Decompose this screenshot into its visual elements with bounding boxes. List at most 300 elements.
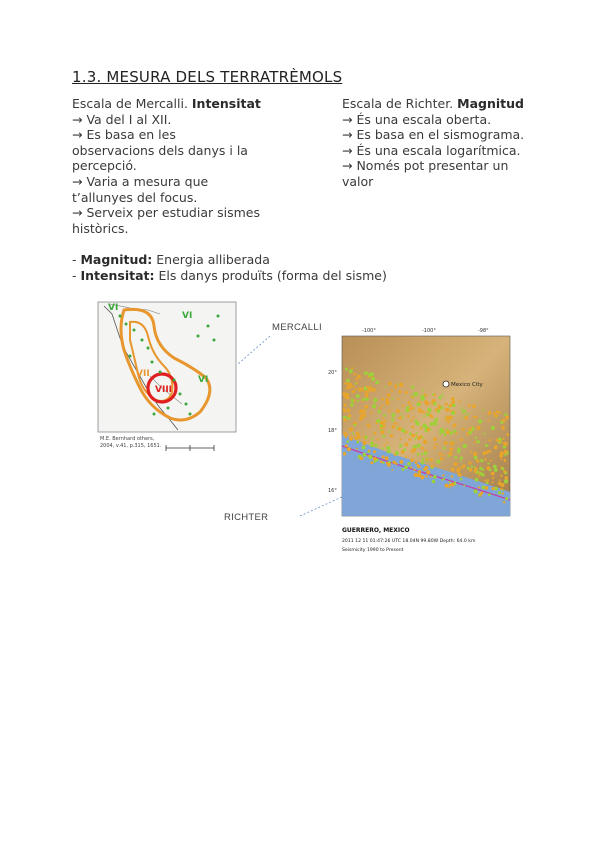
quake-point <box>427 411 429 413</box>
quake-point <box>386 442 388 444</box>
quake-point <box>433 437 437 441</box>
zone-label: VIII <box>155 385 173 395</box>
quake-point <box>451 400 455 404</box>
lon-tick: -100° <box>362 328 376 334</box>
lat-tick: 20° <box>328 370 337 376</box>
quake-point <box>501 426 504 429</box>
quake-point <box>355 383 357 385</box>
quake-point <box>347 447 351 451</box>
quake-point <box>461 438 464 441</box>
quake-point <box>424 451 428 455</box>
quake-point <box>382 435 385 438</box>
quake-point <box>502 438 504 440</box>
quake-point <box>429 414 432 417</box>
zone-label: VI <box>108 303 119 313</box>
quake-point <box>490 460 492 462</box>
quake-point <box>502 492 504 494</box>
quake-point <box>370 441 374 445</box>
quake-point <box>500 475 502 477</box>
quake-point <box>422 389 424 391</box>
quake-point <box>443 447 446 450</box>
quake-point <box>438 405 441 408</box>
mercalli-line: històrics. <box>72 220 129 236</box>
quake-point <box>440 428 444 432</box>
quake-point <box>407 415 410 418</box>
quake-point <box>422 411 425 414</box>
definition-text: Els danys produïts (forma del sisme) <box>154 268 387 283</box>
quake-point <box>427 408 431 412</box>
quake-point <box>434 422 438 426</box>
quake-point <box>411 450 414 453</box>
quake-point <box>362 398 365 401</box>
quake-point <box>369 387 373 391</box>
mercalli-line: observacions dels danys i la <box>72 142 248 158</box>
quake-point <box>391 469 393 471</box>
richter-line: valor <box>342 173 374 189</box>
quake-point <box>355 388 357 390</box>
definition-text: Energia alliberada <box>152 252 270 267</box>
quake-point <box>437 444 439 446</box>
quake-point <box>451 483 455 487</box>
quake-point <box>473 416 475 418</box>
definition-intensitat <box>72 268 387 284</box>
quake-point <box>362 446 366 450</box>
quake-point <box>350 403 354 407</box>
quake-point <box>446 416 450 420</box>
quake-point <box>371 438 373 440</box>
quake-point <box>408 438 411 441</box>
quake-point <box>485 486 489 490</box>
quake-point <box>458 401 460 403</box>
quake-point <box>460 478 463 481</box>
quake-point <box>432 480 435 483</box>
quake-point <box>399 416 402 419</box>
definition-magnitud <box>72 252 387 268</box>
zone-label: VII <box>136 369 150 379</box>
quake-point <box>484 458 487 461</box>
quake-point <box>494 414 497 417</box>
quake-point <box>355 378 357 380</box>
mercalli-line: → Serveix per estudiar sismes <box>72 205 260 221</box>
quake-point <box>504 450 508 454</box>
quake-point <box>457 472 459 474</box>
quake-point <box>412 426 415 429</box>
quake-point <box>496 439 499 442</box>
map-credit: 2004, v.41, p.315, 1651. <box>100 443 162 449</box>
quake-point <box>449 486 451 488</box>
quake-point <box>416 432 418 434</box>
quake-point <box>487 420 489 422</box>
quake-point <box>460 456 463 459</box>
quake-point <box>383 445 385 447</box>
quake-point <box>488 493 491 496</box>
quake-point <box>486 466 490 470</box>
quake-point <box>368 373 372 377</box>
zone-label: VI <box>182 311 193 321</box>
quake-point <box>370 461 373 464</box>
quake-point <box>421 447 424 450</box>
quake-point <box>392 425 396 429</box>
quake-point <box>410 466 412 468</box>
quake-point <box>415 461 418 464</box>
quake-point <box>426 475 428 477</box>
quake-point <box>486 450 489 453</box>
quake-point <box>391 390 393 392</box>
quake-point <box>449 447 453 451</box>
quake-point <box>356 394 360 398</box>
quake-point <box>433 446 436 449</box>
quake-point <box>347 440 350 443</box>
city-marker <box>443 381 449 387</box>
quake-point <box>448 481 450 483</box>
quake-point <box>349 427 353 431</box>
quake-point <box>376 419 380 423</box>
quake-point <box>433 402 435 404</box>
quake-point <box>343 403 346 406</box>
map-frame <box>98 302 236 432</box>
mercalli-line: → Varia a mesura que <box>72 173 209 189</box>
quake-point <box>386 446 390 450</box>
quake-point <box>464 416 468 420</box>
quake-point <box>443 478 445 480</box>
quake-point <box>381 398 384 401</box>
richter-column <box>342 96 552 190</box>
quake-point <box>505 497 508 500</box>
quake-point <box>402 405 404 407</box>
quake-point <box>499 454 503 458</box>
richter-title <box>342 96 552 112</box>
quake-point <box>390 434 393 437</box>
quake-point <box>473 489 477 493</box>
quake-point <box>478 419 482 423</box>
quake-point <box>401 413 403 415</box>
quake-point <box>346 396 348 398</box>
quake-point <box>383 414 386 417</box>
definition-prefix: - <box>72 252 81 267</box>
quake-point <box>420 427 423 430</box>
richter-line: → És una escala logarítmica. <box>342 142 521 158</box>
quake-point <box>445 484 449 488</box>
quake-point <box>430 475 432 477</box>
quake-point <box>388 382 392 386</box>
quake-point <box>423 440 427 444</box>
quake-point <box>363 453 366 456</box>
quake-point <box>351 398 354 401</box>
quake-point <box>503 442 505 444</box>
quake-point <box>421 458 424 461</box>
quake-point <box>366 386 368 388</box>
quake-point <box>363 414 366 417</box>
quake-point <box>493 465 497 469</box>
quake-point <box>451 475 453 477</box>
quake-point <box>423 415 425 417</box>
lon-tick: -100° <box>422 328 436 334</box>
quake-point <box>442 474 444 476</box>
quake-point <box>482 409 484 411</box>
quake-point <box>500 421 503 424</box>
quake-point <box>394 385 398 389</box>
quake-point <box>431 467 433 469</box>
quake-point <box>463 485 465 487</box>
quake-point <box>387 450 391 454</box>
quake-point <box>447 420 450 423</box>
quake-point <box>353 373 356 376</box>
quake-point <box>388 410 391 413</box>
quake-point <box>361 409 364 412</box>
quake-point <box>504 476 508 480</box>
quake-point <box>398 390 402 394</box>
quake-point <box>425 402 429 406</box>
quake-point <box>385 456 389 460</box>
definition-term: Intensitat: <box>80 268 155 283</box>
map-caption-title: GUERRERO, MEXICO <box>342 527 410 534</box>
quake-point <box>362 441 366 445</box>
quake-point <box>451 411 455 415</box>
quake-point <box>413 468 415 470</box>
connector-mercalli <box>238 336 270 364</box>
quake-point <box>416 436 418 438</box>
quake-point <box>360 456 364 460</box>
quake-point <box>380 424 383 427</box>
quake-point <box>370 412 372 414</box>
quake-point <box>411 407 414 410</box>
quake-point <box>476 426 480 430</box>
quake-point <box>402 417 404 419</box>
quake-point <box>478 486 480 488</box>
mercalli-map <box>90 296 242 456</box>
quake-point <box>475 416 478 419</box>
quake-point <box>392 398 394 400</box>
quake-point <box>470 426 472 428</box>
quake-point <box>504 454 506 456</box>
quake-point <box>453 423 457 427</box>
quake-point <box>414 438 416 440</box>
quake-point <box>474 456 478 460</box>
quake-point <box>409 404 412 407</box>
quake-point <box>452 397 455 400</box>
quake-point <box>387 393 391 397</box>
quake-point <box>421 453 424 456</box>
quake-point <box>468 462 471 465</box>
quake-point <box>452 404 456 408</box>
quake-point <box>368 426 370 428</box>
quake-point <box>460 460 462 462</box>
quake-point <box>358 388 362 392</box>
quake-point <box>388 431 390 433</box>
quake-point <box>356 382 358 384</box>
quake-point <box>503 501 505 503</box>
quake-point <box>491 471 495 475</box>
quake-point <box>354 424 357 427</box>
quake-point <box>468 404 471 407</box>
quake-point <box>352 432 354 434</box>
quake-point <box>486 444 488 446</box>
quake-point <box>475 478 479 482</box>
quake-point <box>402 468 405 471</box>
quake-point <box>399 444 402 447</box>
quake-point <box>492 481 494 483</box>
mercalli-column <box>72 96 282 236</box>
quake-point <box>468 431 472 435</box>
quake-point <box>396 409 400 413</box>
quake-point <box>479 472 483 476</box>
quake-point <box>434 418 438 422</box>
quake-point <box>404 442 408 446</box>
quake-point <box>439 452 442 455</box>
quake-point <box>405 408 409 412</box>
mercalli-title-prefix: Escala de Mercalli. <box>72 96 192 111</box>
quake-point <box>444 441 448 445</box>
quake-point <box>379 407 381 409</box>
richter-title-bold: Magnitud <box>457 96 524 111</box>
quake-point <box>352 390 355 393</box>
quake-point <box>372 404 376 408</box>
quake-point <box>480 491 483 494</box>
quake-point <box>456 468 460 472</box>
quake-point <box>356 432 360 436</box>
quake-point <box>348 383 352 387</box>
quake-point <box>471 465 473 467</box>
quake-point <box>417 453 420 456</box>
quake-point <box>359 416 363 420</box>
mercalli-line: → Es basa en les <box>72 127 176 143</box>
quake-point <box>436 460 440 464</box>
quake-point <box>441 394 443 396</box>
quake-point <box>418 408 420 410</box>
richter-line: → És una escala oberta. <box>342 111 492 127</box>
quake-point <box>405 391 408 394</box>
quake-point <box>437 409 441 413</box>
quake-point <box>367 455 369 457</box>
quake-point <box>365 397 368 400</box>
quake-point <box>397 398 399 400</box>
quake-point <box>416 422 420 426</box>
quake-point <box>498 482 501 485</box>
quake-point <box>396 427 398 429</box>
quake-point <box>475 441 477 443</box>
quake-point <box>367 451 369 453</box>
quake-point <box>445 408 447 410</box>
quake-point <box>415 434 417 436</box>
quake-point <box>391 413 395 417</box>
quake-point <box>472 404 476 408</box>
quake-point <box>366 390 369 393</box>
quake-point <box>408 401 411 404</box>
quake-point <box>373 432 375 434</box>
label-richter: RICHTER <box>224 512 269 523</box>
quake-point <box>423 468 426 471</box>
quake-point <box>454 456 457 459</box>
richter-line: → Es basa en el sismograma. <box>342 127 525 143</box>
quake-point <box>505 414 507 416</box>
quake-point <box>498 411 501 414</box>
quake-point <box>420 475 424 479</box>
quake-point <box>441 479 443 481</box>
quake-point <box>430 458 434 462</box>
quake-point <box>349 436 353 440</box>
quake-point <box>439 433 441 435</box>
quake-point <box>372 374 374 376</box>
quake-point <box>373 398 377 402</box>
quake-point <box>407 462 411 466</box>
quake-point <box>380 460 383 463</box>
quake-point <box>397 383 399 385</box>
quake-point <box>391 418 394 421</box>
quake-point <box>474 470 477 473</box>
quake-point <box>500 458 502 460</box>
quake-point <box>403 448 406 451</box>
quake-point <box>484 433 486 435</box>
quake-point <box>381 447 383 449</box>
quake-point <box>503 459 506 462</box>
quake-point <box>448 452 452 456</box>
quake-point <box>400 438 402 440</box>
quake-point <box>442 454 444 456</box>
quake-point <box>420 397 424 401</box>
quake-point <box>491 487 494 490</box>
quake-point <box>405 456 407 458</box>
quake-point <box>451 468 455 472</box>
quake-point <box>400 460 404 464</box>
quake-point <box>492 477 494 479</box>
city-label: Mexico City <box>451 382 483 388</box>
richter-title-prefix: Escala de Richter. <box>342 96 458 111</box>
quake-point <box>411 396 414 399</box>
section-heading: 1.3. MESURA DELS TERRATRÈMOLS <box>72 68 343 86</box>
quake-point <box>404 465 408 469</box>
quake-point <box>446 430 450 434</box>
quake-point <box>377 438 379 440</box>
map-caption-line: Seismicity 1990 to Present <box>342 548 404 553</box>
quake-point <box>344 418 347 421</box>
quake-point <box>381 404 383 406</box>
quake-point <box>364 405 368 409</box>
quake-point <box>342 392 346 396</box>
quake-point <box>348 414 351 417</box>
quake-point <box>506 433 509 436</box>
quake-point <box>453 462 457 466</box>
richter-map <box>318 322 514 572</box>
definition-prefix: - <box>72 268 81 283</box>
quake-point <box>345 382 348 385</box>
quake-point <box>392 461 395 464</box>
quake-point <box>413 392 415 394</box>
quake-point <box>434 443 436 445</box>
quake-point <box>499 479 501 481</box>
quake-point <box>402 429 406 433</box>
quake-point <box>462 428 465 431</box>
mercalli-line: percepció. <box>72 158 137 174</box>
quake-point <box>365 394 369 398</box>
quake-point <box>426 460 428 462</box>
quake-point <box>399 383 403 387</box>
quake-point <box>356 448 358 450</box>
quake-point <box>470 451 472 453</box>
quake-point <box>344 410 347 413</box>
quake-point <box>487 479 490 482</box>
quake-point <box>439 396 442 399</box>
quake-point <box>374 444 377 447</box>
quake-point <box>467 467 470 470</box>
quake-point <box>427 428 430 431</box>
quake-point <box>476 459 479 462</box>
quake-point <box>345 444 348 447</box>
quake-point <box>426 470 430 474</box>
quake-point <box>421 461 424 464</box>
quake-point <box>445 404 447 406</box>
quake-point <box>432 393 434 395</box>
map-credit: M.E. Bernhard others, <box>100 436 155 442</box>
